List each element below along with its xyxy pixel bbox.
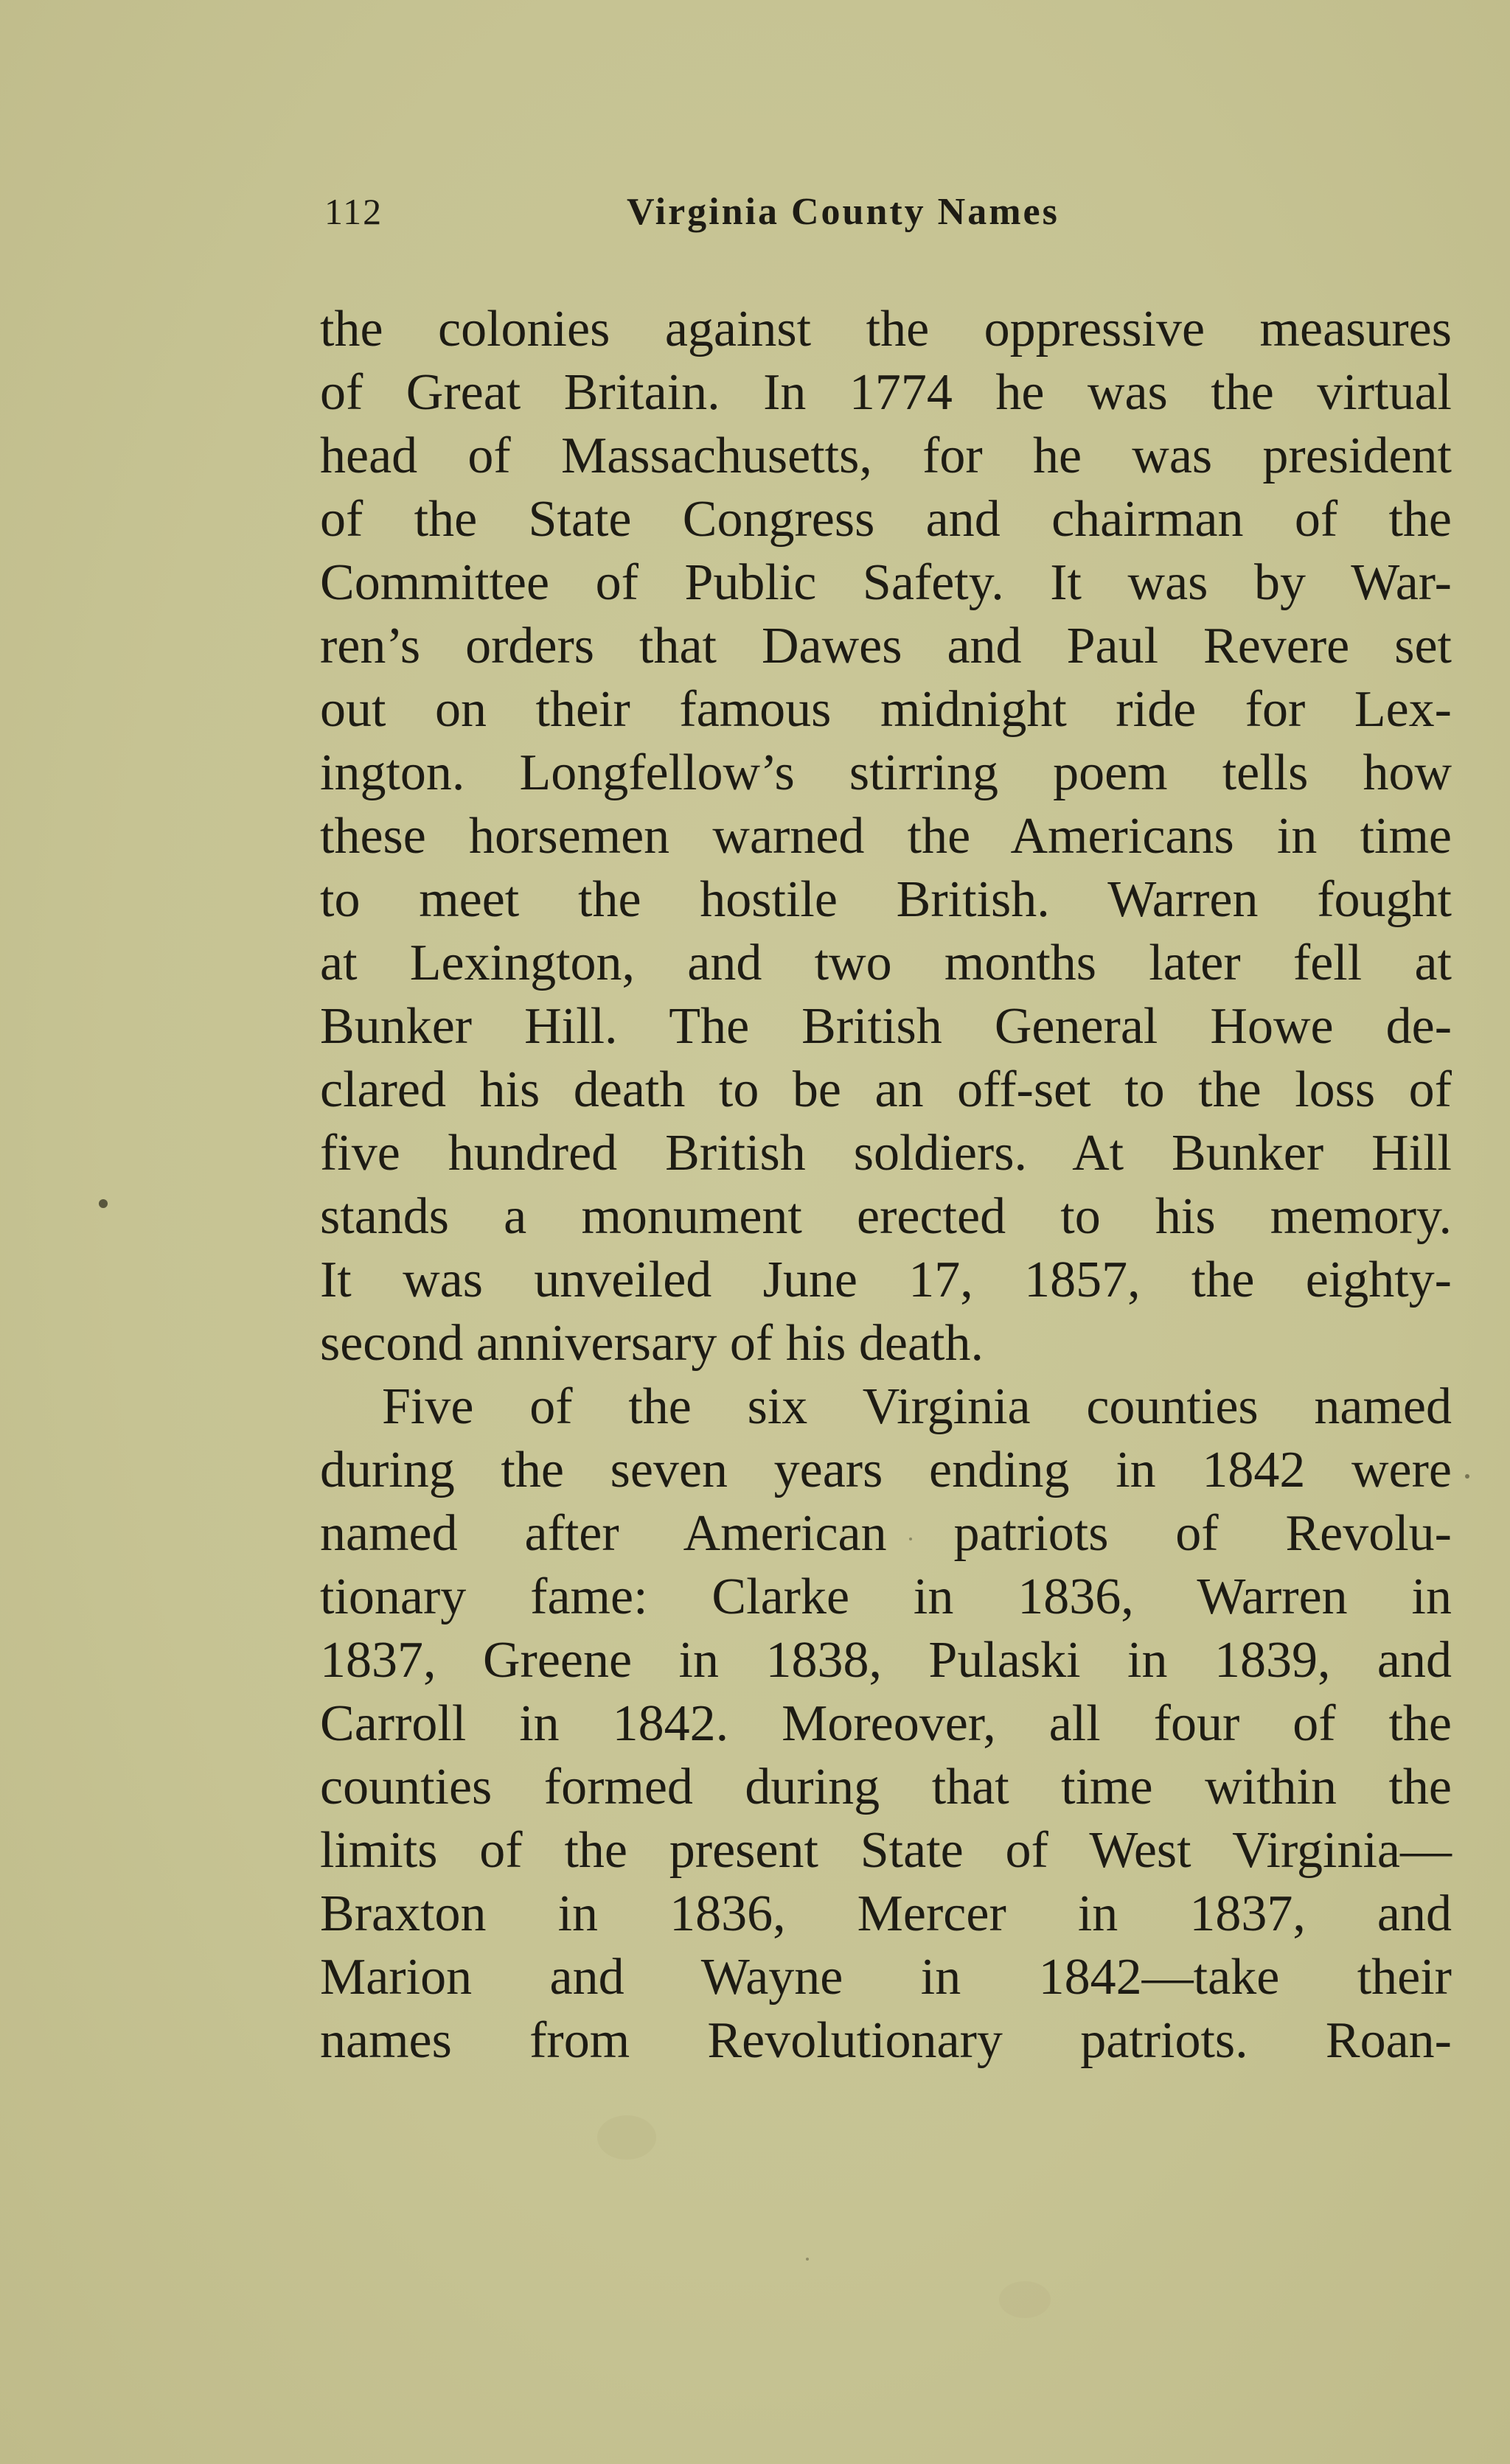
text-line: names from Revolutionary patriots. Roan-: [320, 2012, 1452, 2069]
text-line: these horsemen warned the Americans in time: [320, 808, 1452, 865]
text-line: the colonies against the oppressive measures: [320, 301, 1452, 357]
text-line: five hundred British soldiers. At Bunker Hill: [320, 1125, 1452, 1182]
running-title: Virginia County Names: [627, 191, 1060, 233]
text-line: Five of the six Virginia counties named: [382, 1378, 1452, 1435]
text-line: named after American patriots of Revolu-: [320, 1505, 1452, 1562]
text-line: ren’s orders that Dawes and Paul Revere set: [320, 618, 1452, 674]
text-line: head of Massachusetts, for he was president: [320, 427, 1452, 484]
text-line: Committee of Public Safety. It was by War-: [320, 554, 1452, 611]
body-text: [320, 298, 1452, 2073]
text-line: limits of the present State of West Virginia—: [320, 1822, 1452, 1879]
text-line: ington. Longfellow’s stirring poem tells how: [320, 744, 1452, 801]
page-number: 112: [324, 191, 383, 232]
text-line: Marion and Wayne in 1842—take their: [320, 1949, 1452, 2006]
ink-speck: [806, 2258, 809, 2261]
text-line: to meet the hostile British. Warren fought: [320, 871, 1452, 928]
text-line: 1837, Greene in 1838, Pulaski in 1839, and: [320, 1632, 1452, 1689]
text-line: clared his death to be an off-set to the loss of: [320, 1061, 1452, 1118]
text-line: tionary fame: Clarke in 1836, Warren in: [320, 1568, 1452, 1625]
text-line: out on their famous midnight ride for Lex-: [320, 681, 1452, 738]
ink-speck: [1465, 1474, 1469, 1479]
text-line: Bunker Hill. The British General Howe de-: [320, 998, 1452, 1055]
text-line: Braxton in 1836, Mercer in 1837, and: [320, 1885, 1452, 1942]
running-head: [324, 190, 1154, 249]
text-line: It was unveiled June 17, 1857, the eighty-: [320, 1252, 1452, 1308]
text-line: of Great Britain. In 1774 he was the virtual: [320, 364, 1452, 421]
text-line: at Lexington, and two months later fell at: [320, 935, 1452, 991]
text-line: counties formed during that time within the: [320, 1759, 1452, 1815]
paper-smudge: [999, 2281, 1051, 2318]
text-line: second anniversary of his death.: [320, 1315, 984, 1372]
text-line: stands a monument erected to his memory.: [320, 1188, 1452, 1245]
text-line: during the seven years ending in 1842 were: [320, 1442, 1452, 1498]
paper-smudge: [597, 2115, 656, 2160]
ink-speck: [99, 1199, 108, 1208]
text-line: Carroll in 1842. Moreover, all four of the: [320, 1695, 1452, 1752]
text-line: of the State Congress and chairman of the: [320, 491, 1452, 548]
